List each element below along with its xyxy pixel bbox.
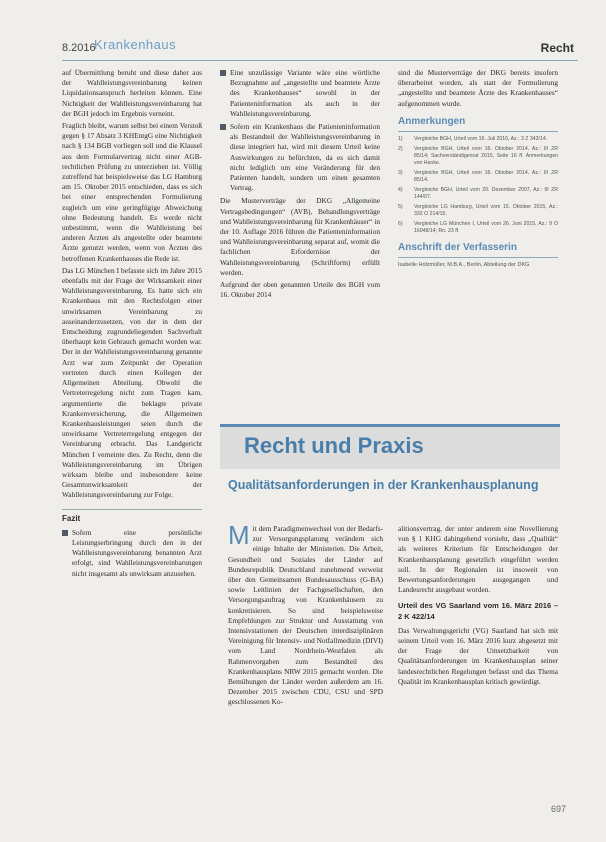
author-heading: Anschrift der Verfasserin [398, 242, 517, 254]
article-column-1 [228, 520, 383, 710]
paragraph: Fraglich bleibt, warum selbst bei einem Verstoß gegen § 17 Absatz 3 KHEntgG eine Nichtigkeit nach § 134 BGB vorliegen soll und die Klausel aus dem Formularvertrag nicht einer AGB-rechtlichen Prüfung zu unterziehen ist. Völlig zutreffend hat beispielsweise das LG Hamburg am 15. Oktober 2015 entschieden, dass es sich bei einer entsprechenden Formulierung zugleich um eine geringfügige Abweichung ohne Bedeutung handelt. Es werde nicht unbestimmt, wenn die Wahlleistung bei anderen Ärzten als angestellte oder beamtete Ärzte genutzt werden, wenn von Ärzten des betroffenen Krankenhauses die Rede ist. [62, 121, 202, 263]
header-divider [62, 60, 578, 61]
footnote: 6) Vergleiche LG München I, Urteil vom 26. Juni 2015, Az.: 9 O 16048/14; Rn. 23 ff. [398, 221, 558, 235]
paragraph: alitionsvertrag, der unter anderem eine Novellierung von § 1 KHG dahingehend vorsieht, dass „Qualität“ als weiteres Kriterium für Entscheidungen der Krankenhausplanung gesetzlich eingeführt werden soll. In der Regionalen ist insoweit von Bewertungsanforderungen ausgegangen und Landesrecht ausgebaut worden. [398, 524, 558, 595]
page-number: 697 [550, 804, 566, 814]
section-label: Recht [540, 41, 574, 55]
author-address: Isabelle Holzmüller, M.B.A., Berlin, Abteilung der DKG [398, 262, 530, 269]
paragraph: Aufgrund der oben genannten Urteile des BGH vom 16. Oktober 2014 [220, 280, 380, 300]
column-3 [398, 68, 558, 269]
paragraph: auf Übermittlung beruht und diese daher aus der Wahlleistungsvereinbarung keinen Liquidationsanspruch herleiten können. Eine Nichtigkeit der Wahlleistungsvereinbarung hat der BGH jedoch im Ergebnis verneint. [62, 68, 202, 118]
issue-number: 8.2016 [62, 42, 96, 54]
column-2 [220, 68, 380, 302]
notes-heading: Anmerkungen [398, 115, 466, 127]
fazit-heading: Fazit [62, 509, 202, 524]
paragraph: sind die Musterverträge der DKG bereits insofern überarbeitet worden, als statt der Formulierung „angestellte und beamtete Ärzte des Krankenhauses“ aufgenommen wurde. [398, 68, 558, 108]
footnote: 2) Vergleiche BGH, Urteil vom 16. Oktober 2014, Az.: III ZR 85/14; Sachverständigenrat 2015, Seite 16 ff. Anmerkungen von Hanke. [398, 146, 558, 167]
paragraph: Das LG München I befasste sich im Jahre 2015 ebenfalls mit der Frage der Wirksamkeit einer Wahlleistungsvereinbarung. Es hatte sich ein Krankenhaus mit den Rechtsfolgen einer unwirksamen Vereinbarung zu auseinanderzusetzen, von der in dem der Entscheidung zugrundeliegenden Sachverhalt überhaupt kein Gebrauch gemacht worden war. Der in der Wahlleistungsvereinbarung genannte Arzt war zum Zeitpunkt der Operation vertreten durch einen Kollegen der Allgemeinen Abteilung. Obwohl die Vertreterregelung nicht zum Tragen kam, argumentierte die beklagte private Krankenversicherung, die Allgemeinen Krankenhausleistungen seien durch die unwirksame Vertreterregelung entgegen der Vereinbarung erbracht. Das Landgericht München I verneinte dies. Zu Recht, denn die Wahlleistungsvereinbarung im Übrigen wirksam bleibe und insbesondere keine Gesamtunwirksamkeit der Wahlleistungsvereinbarung zur Folge. [62, 265, 202, 500]
divider [398, 257, 558, 258]
footnote: 5) Vergleiche LG Hamburg, Urteil vom 15. Oktober 2015, Az.: 332 O 214/15. [398, 204, 558, 218]
journal-logo: Krankenhaus [94, 37, 177, 52]
article-column-2 [398, 524, 558, 689]
column-1 [62, 68, 202, 582]
list-item: Eine unzulässige Variante wäre eine wörtliche Bezugnahme auf „angestellte und beamtete Ärzte des Krankenhauses“ sowohl in der Patienteninformation als auch in der Wahlleistungsvereinbarung. [220, 68, 380, 119]
page-header [0, 20, 606, 56]
footnote: 4) Vergleiche BGH, Urteil vom 20. Dezember 2007, Az.: III ZR 144/07. [398, 187, 558, 201]
banner-title: Recht und Praxis [244, 433, 424, 458]
footnote: 1) Vergleiche BGH, Urteil vom 16. Juli 2016, Az.: 3 Z 343/14. [398, 136, 548, 143]
divider [398, 131, 558, 132]
subheading: Urteil des VG Saarland vom 16. März 2016 – 2 K 422/14 [398, 601, 558, 621]
paragraph: Das Verwaltungsgericht (VG) Saarland hat sich mit seinem Urteil vom 16. März 2016 kurz abgesetzt mit der Frage der Umsetzbarkeit von Qualitätsanforderungen im Krankenhausplan seiner landesrechtlichen Regelungen befasst und das Thema Qualität im Krankenhausplan kritisch gewürdigt. [398, 625, 558, 686]
article-title: Qualitätsanforderungen in der Krankenhausplanung [228, 478, 539, 492]
footnote: 3) Vergleiche BGH, Urteil vom 16. Oktober 2014, Az.: III ZR 85/14. [398, 170, 558, 184]
drop-cap: M [228, 520, 250, 550]
fazit-bullet: Sofern eine persönliche Leistungserbringung durch den in der Wahlleistungsvereinbarung benannten Arzt erfolgt, sind Wahlleistungsvereinbarungen nicht insgesamt als unwirksam anzusehen. [62, 528, 202, 579]
paragraph: Die Musterverträge der DKG „Allgemeine Vertragsbedingungen“ (AVB), Behandlungsverträge und Wahlleistungsvereinbarung für Krankenhäuser“ in der 10. Auflage 2016 führen die Patienteninformation und Wahlleistungsvereinbarung separat auf, womit die fachlichen Erfordernisse der Wahlleistungsvereinbarung (Schriftform) erfüllt werden. [220, 196, 380, 277]
list-item: Sofern ein Krankenhaus die Patienteninformation als Bestandteil der Wahlleistungsvereinbarung in diese integriert hat, wird mit diesem Urteil keine Auswirkungen zu befürchten, da es sich damit nicht lediglich um eine Veränderung für den Patienten handelt, sondern um einen gesamten Vertrag. [220, 122, 380, 193]
paragraph: Mit dem Paradigmenwechsel von der Bedarfs- zur Versorgungsplanung verändern sich einige Inhalte der Ministerien. Die Arbeit, Gesundheit und Soziales der Länder auf Bundesrepublik Deutschland zunehmend verweist über den Gemeinsamen Bundesausschuss (G-BA) sowie Leitlinien der Fachgesellschaften, den Versorgungsauftrag von Krankenhäusern zu konkretisieren. So sind beispielsweise Empfehlungen zur Struktur und Ausstattung von Intensivstationen der Deutschen interdisziplinären Vereinigung für Intensiv- und Notfallmedizin (DIVI) vom Land Nordrhein-Westfalen als Rahmenvorgaben zum Bestandteil des Krankenhausplans NRW 2015 gemacht worden. Die Bemühungen der Länder werden außerdem am 16. Dezember 2015 zwischen CDU, CSU und SPD geschlossenen Ko- [228, 520, 383, 707]
section-banner [220, 424, 560, 469]
